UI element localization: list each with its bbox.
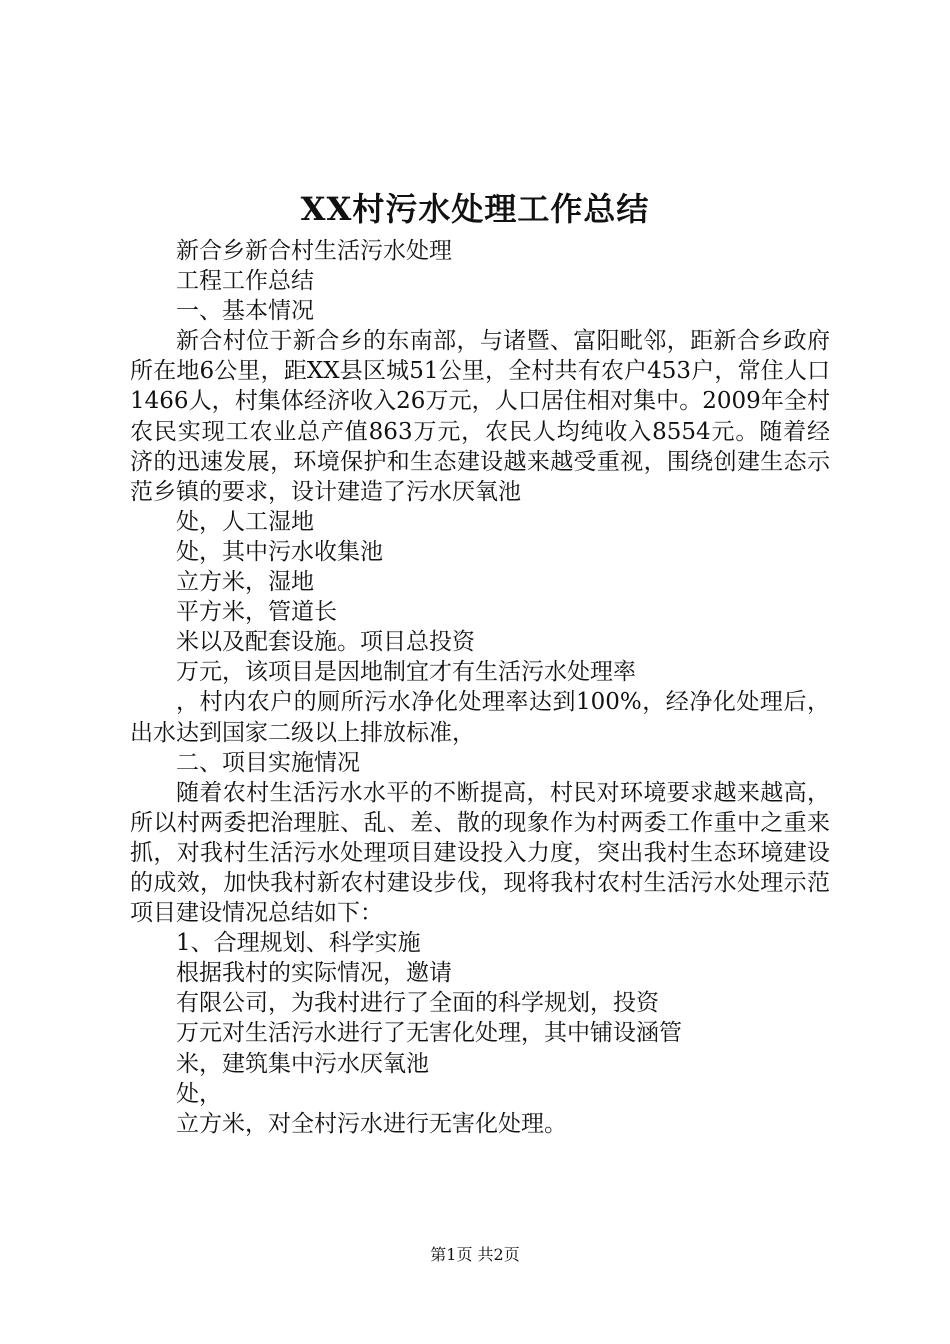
- paragraph: 随着农村生活污水水平的不断提高，村民对环境要求越来越高，所以村两委把治理脏、乱、差、散的现象作为村两委工作重中之重来抓，对我村生活污水处理项目建设投入力度，突出我村生态环境建设的成效，加快我村新农村建设步伐，现将我村农村生活污水处理示范项目建设情况总结如下：: [130, 779, 830, 927]
- paragraph: 万元对生活污水进行了无害化处理，其中铺设涵管: [176, 1020, 682, 1047]
- page-footer: 第1页 共2页: [430, 1245, 520, 1264]
- paragraph: 立方米，对全村污水进行无害化处理。: [176, 1110, 567, 1137]
- paragraph: 米，建筑集中污水厌氧池: [176, 1050, 429, 1077]
- paragraph: 根据我村的实际情况，邀请: [176, 960, 452, 987]
- section-heading: 一、基本情况: [176, 298, 314, 325]
- paragraph: 处，其中污水收集池: [176, 538, 383, 565]
- document-title: XX村污水处理工作总结: [300, 190, 650, 228]
- subsection-heading: 1、合理规划、科学实施: [176, 930, 421, 957]
- paragraph: 平方米，管道长: [176, 599, 337, 626]
- paragraph: 工程工作总结: [176, 268, 314, 295]
- document-body: [130, 236, 830, 1139]
- paragraph: 万元，该项目是因地制宜才有生活污水处理率: [176, 659, 636, 686]
- paragraph: 有限公司，为我村进行了全面的科学规划，投资: [176, 990, 659, 1017]
- paragraph: 处，: [176, 1080, 222, 1107]
- paragraph: 立方米，湿地: [176, 569, 314, 596]
- paragraph: 处，人工湿地: [176, 508, 314, 535]
- paragraph: 米以及配套设施。项目总投资: [176, 629, 475, 656]
- paragraph: ，村内农户的厕所污水净化处理率达到100%，经净化处理后，出水达到国家二级以上排放标准，: [130, 689, 830, 746]
- section-heading: 二、项目实施情况: [176, 749, 360, 776]
- paragraph: 新合村位于新合乡的东南部，与诸暨、富阳毗邻，距新合乡政府所在地6公里，距XX县区城51公里，全村共有农户453户，常住人口1466人，村集体经济收入26万元，人口居住相对集中。2009年全村农民实现工农业总产值863万元，农民人均纯收入8554元。随着经济的迅速发展，环境保护和生态建设越来越受重视，围绕创建生态示范乡镇的要求，设计建造了污水厌氧池: [130, 328, 830, 505]
- paragraph: 新合乡新合村生活污水处理: [176, 238, 452, 264]
